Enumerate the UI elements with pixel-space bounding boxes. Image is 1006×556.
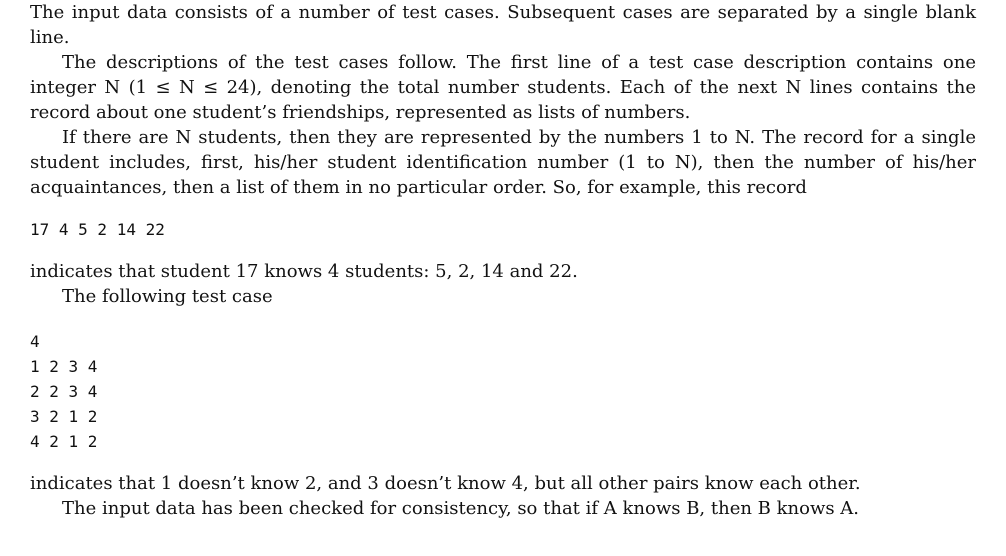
paragraph-test-case-description: The descriptions of the test cases follow. The first line of a test case description contains one integer N (1 ≤ N ≤ 24), denoting the total number students. Each of the next N lines contains the record about one student’s friendships, represented as lists of numbers. [30, 52, 976, 123]
paragraph-consistency: The input data has been checked for consistency, so that if A knows B, then B knows A. [62, 498, 860, 519]
code-record-example: 17 4 5 2 14 22 [30, 220, 165, 239]
paragraph-following-case: The following test case [62, 286, 273, 307]
code-test-case-example: 4 1 2 3 4 2 2 3 4 3 2 1 2 4 2 1 2 [30, 332, 98, 451]
paragraph-case-explanation: indicates that 1 doesn’t know 2, and 3 doesn’t know 4, but all other pairs know each other. [30, 473, 861, 494]
paragraph-input-format: The input data consists of a number of test cases. Subsequent cases are separated by a single blank line. [30, 2, 976, 48]
paragraph-record-explanation: indicates that student 17 knows 4 students: 5, 2, 14 and 22. [30, 261, 578, 282]
problem-statement [30, 0, 976, 521]
paragraph-student-numbering: If there are N students, then they are represented by the numbers 1 to N. The record for a single student includes, first, his/her student identification number (1 to N), then the number of his/her acquaintances, then a list of them in no particular order. So, for example, this record [30, 127, 976, 198]
